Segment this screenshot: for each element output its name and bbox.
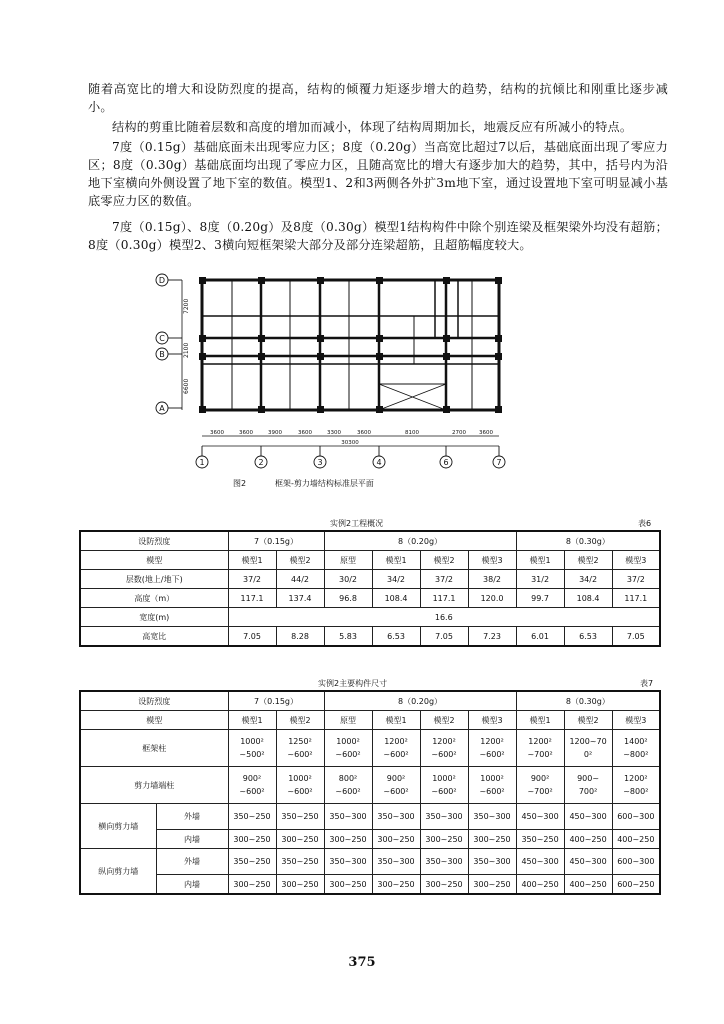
table-cell: 8.28	[276, 627, 324, 647]
horizontal-dim-label: 3300	[327, 430, 341, 436]
axis-number-3: 3	[317, 458, 323, 467]
vertical-dim-labels	[183, 299, 190, 394]
table6-number: 表6	[638, 519, 652, 528]
cell-line: ~600²	[335, 750, 361, 759]
table-cell: 内墙	[156, 875, 228, 895]
table-cell: 8（0.20g）	[324, 531, 516, 551]
column-marks	[199, 277, 502, 413]
cell-line: 1000²	[240, 737, 264, 746]
table-cell: 7.23	[468, 627, 516, 647]
cell-line: ~800²	[623, 750, 649, 759]
table-cell	[372, 767, 420, 804]
table-cell: 原型	[324, 711, 372, 730]
table-cell: 400~250	[564, 875, 612, 895]
table-cell: 7.05	[612, 627, 660, 647]
table-cell: 模型3	[612, 711, 660, 730]
table-cell: 350~300	[468, 804, 516, 830]
table-cell: 117.1	[228, 589, 276, 608]
table-cell: 8（0.30g）	[516, 531, 660, 551]
axis-number-2: 2	[258, 458, 264, 467]
axis-number-markers	[196, 446, 505, 468]
cell-line: ~500²	[239, 750, 265, 759]
table-cell: 117.1	[420, 589, 468, 608]
table-cell: 120.0	[468, 589, 516, 608]
cell-line: 1000²	[336, 737, 360, 746]
table-cell: 350~250	[516, 830, 564, 849]
table-cell: 350~300	[324, 804, 372, 830]
table-cell: 600~300	[612, 804, 660, 830]
cell-line: 1000²	[288, 774, 312, 783]
paragraph-2: 结构的剪重比随着层数和高度的增加而减小，体现了结构周期加长，地震反应有所减小的特点。	[112, 120, 633, 134]
table-cell	[276, 767, 324, 804]
table-6	[79, 530, 661, 647]
table-cell: 外墙	[156, 804, 228, 830]
cell-line: 1200²	[624, 774, 648, 783]
table-cell: 模型2	[276, 711, 324, 730]
table-cell: 7（0.15g）	[228, 691, 324, 711]
page-number: 375	[348, 955, 376, 970]
table-row	[80, 627, 660, 647]
table-cell: 6.53	[372, 627, 420, 647]
table-row	[80, 608, 660, 627]
table-cell	[276, 730, 324, 767]
cell-line: 1250²	[288, 737, 312, 746]
table7-title: 实例2主要构件尺寸	[318, 679, 388, 688]
cell-line: 1200²	[528, 737, 552, 746]
table-cell: 模型	[80, 711, 228, 730]
table-cell: 模型2	[420, 551, 468, 570]
table-cell: 400~250	[516, 875, 564, 895]
table-cell: 350~250	[276, 849, 324, 875]
table-row	[80, 711, 660, 730]
table-cell: 剪力墙端柱	[80, 767, 228, 804]
horizontal-dim-label: 2700	[452, 430, 466, 436]
cell-line: ~600²	[479, 787, 505, 796]
table-row	[80, 730, 660, 767]
table-cell: 16.6	[228, 608, 660, 627]
table6-title: 实例2工程概况	[330, 519, 384, 528]
table-cell: 350~250	[228, 804, 276, 830]
building-outline	[202, 280, 499, 410]
table-cell: 450~300	[564, 849, 612, 875]
table-cell: 44/2	[276, 570, 324, 589]
cell-line: ~600²	[287, 787, 313, 796]
table-cell: 宽度(m)	[80, 608, 228, 627]
table-cell: 31/2	[516, 570, 564, 589]
table-cell	[228, 767, 276, 804]
cell-line: 1400²	[624, 737, 648, 746]
table-cell: 400~250	[564, 830, 612, 849]
table-cell: 300~250	[324, 830, 372, 849]
horizontal-dim-label: 3600	[298, 430, 312, 436]
cell-line: 1000²	[432, 774, 456, 783]
cell-line: 1200²	[432, 737, 456, 746]
table-cell	[468, 767, 516, 804]
cell-line: ~600²	[335, 787, 361, 796]
table-row	[80, 767, 660, 804]
table-cell: 层数(地上/地下)	[80, 570, 228, 589]
table-cell: 纵向剪力墙	[80, 849, 156, 895]
table-cell	[564, 730, 612, 767]
cell-line: 1200~70	[569, 737, 607, 746]
cell-line: ~700²	[527, 750, 553, 759]
table-cell: 450~300	[516, 849, 564, 875]
table7-number: 表7	[640, 679, 654, 688]
axis-letter-a: A	[159, 404, 165, 413]
table-row	[80, 804, 660, 830]
axis-letter-markers	[156, 274, 182, 414]
cell-line: ~600²	[383, 750, 409, 759]
table-cell	[372, 730, 420, 767]
table-cell: 设防烈度	[80, 691, 228, 711]
cell-line: 0²	[583, 750, 593, 759]
table-cell: 350~300	[324, 849, 372, 875]
table-cell	[420, 767, 468, 804]
table-cell: 横向剪力墙	[80, 804, 156, 849]
table-row	[80, 589, 660, 608]
table-cell: 300~250	[372, 875, 420, 895]
table-cell: 6.01	[516, 627, 564, 647]
table-cell: 350~300	[372, 804, 420, 830]
table-cell: 模型2	[420, 711, 468, 730]
table-cell: 350~300	[420, 849, 468, 875]
axis-letter-b: B	[159, 350, 165, 359]
table-row	[80, 849, 660, 875]
table-cell: 内墙	[156, 830, 228, 849]
table-cell: 模型1	[228, 551, 276, 570]
cell-line: 1200²	[384, 737, 408, 746]
table-cell: 模型2	[564, 711, 612, 730]
table-cell: 300~250	[420, 830, 468, 849]
cell-line: 900²	[530, 774, 550, 783]
paragraph-3: 7度（0.15g）基础底面未出现零应力区；8度（0.20g）当高宽比超过7以后，基础底面出现了零应力区；8度（0.30g）基础底面均出现了零应力区，且随高宽比的增大有逐步加大的趋势，其中，括号内为沿地下室横向外侧设置了地下室的数值。模型1、2和3两侧各外扩3m地下室，通过设置地下室可明显减小基底零应力区的数值。	[88, 140, 668, 208]
table-cell: 5.83	[324, 627, 372, 647]
table-cell: 8（0.30g）	[516, 691, 660, 711]
table-row	[80, 691, 660, 711]
table-cell: 模型3	[612, 551, 660, 570]
table-cell: 30/2	[324, 570, 372, 589]
table-cell	[324, 730, 372, 767]
cell-line: ~600²	[431, 787, 457, 796]
horizontal-dim-label: 3600	[357, 430, 371, 436]
table-cell	[324, 767, 372, 804]
horizontal-dim-label: 3600	[210, 430, 224, 436]
cell-line: 1200²	[480, 737, 504, 746]
cell-line: 900²	[242, 774, 262, 783]
table-cell: 300~250	[228, 830, 276, 849]
paragraph-1: 随着高宽比的增大和设防烈度的提高，结构的倾覆力矩逐步增大的趋势，结构的抗倾比和刚重比逐步减小。	[88, 82, 668, 114]
table-cell: 模型1	[516, 711, 564, 730]
horizontal-dim-label: 3600	[479, 430, 493, 436]
table-cell: 450~300	[516, 804, 564, 830]
table-cell: 350~300	[420, 804, 468, 830]
cell-line: ~600²	[431, 750, 457, 759]
table-cell: 6.53	[564, 627, 612, 647]
cell-line: ~600²	[239, 787, 265, 796]
cell-line: 900²	[386, 774, 406, 783]
table-cell	[612, 767, 660, 804]
table-cell: 原型	[324, 551, 372, 570]
table-cell: 7.05	[420, 627, 468, 647]
table-cell: 外墙	[156, 849, 228, 875]
table-cell: 600~300	[612, 849, 660, 875]
cell-line: ~600²	[287, 750, 313, 759]
table-cell: 34/2	[372, 570, 420, 589]
table-cell	[420, 730, 468, 767]
table-cell: 8（0.20g）	[324, 691, 516, 711]
table-cell: 模型3	[468, 711, 516, 730]
cell-line: 900~	[577, 774, 600, 783]
table-row	[80, 531, 660, 551]
table-cell: 模型3	[468, 551, 516, 570]
table-cell: 模型2	[564, 551, 612, 570]
horizontal-dim-labels	[210, 430, 493, 446]
figure-caption-text: 框架-剪力墙结构标准层平面	[275, 479, 374, 488]
floor-plan-figure	[148, 266, 518, 494]
table-cell: 99.7	[516, 589, 564, 608]
table-cell: 300~250	[468, 830, 516, 849]
table-cell: 模型1	[372, 551, 420, 570]
table-row	[80, 551, 660, 570]
cell-line: 1000²	[480, 774, 504, 783]
cell-line: ~600²	[383, 787, 409, 796]
table-cell: 108.4	[372, 589, 420, 608]
table-cell: 模型2	[276, 551, 324, 570]
table-cell	[516, 730, 564, 767]
table-cell: 框架柱	[80, 730, 228, 767]
table-cell	[564, 767, 612, 804]
table-7	[79, 690, 661, 895]
table-cell: 350~250	[228, 849, 276, 875]
table-cell: 300~250	[276, 875, 324, 895]
table-cell: 7.05	[228, 627, 276, 647]
table-row	[80, 830, 660, 849]
cell-line: ~800²	[623, 787, 649, 796]
table-cell: 设防烈度	[80, 531, 228, 551]
table-cell	[612, 730, 660, 767]
table-cell: 300~250	[468, 875, 516, 895]
table-cell: 300~250	[228, 875, 276, 895]
cell-line: 800²	[338, 774, 358, 783]
table-cell: 300~250	[324, 875, 372, 895]
figure-caption-label: 图2	[233, 479, 247, 488]
vertical-dim-label: 6600	[183, 378, 190, 394]
vertical-dim-label: 2100	[183, 342, 190, 358]
horizontal-dim-label: 3600	[239, 430, 253, 436]
table-cell: 137.4	[276, 589, 324, 608]
table-cell	[468, 730, 516, 767]
table-cell: 117.1	[612, 589, 660, 608]
table-cell: 350~300	[468, 849, 516, 875]
table-cell	[516, 767, 564, 804]
table-row	[80, 570, 660, 589]
axis-number-6: 6	[443, 458, 449, 467]
total-dim-label: 30300	[341, 440, 359, 446]
table-cell: 400~250	[612, 830, 660, 849]
table-cell: 模型1	[516, 551, 564, 570]
table-cell: 7（0.15g）	[228, 531, 324, 551]
table-cell: 108.4	[564, 589, 612, 608]
table-cell: 高宽比	[80, 627, 228, 647]
table-cell: 34/2	[564, 570, 612, 589]
cell-line: 700²	[578, 787, 598, 796]
horizontal-dim-label: 3900	[268, 430, 282, 436]
axis-letter-c: C	[159, 334, 165, 343]
axis-number-4: 4	[376, 458, 382, 467]
vertical-dim-label: 7200	[183, 298, 190, 314]
axis-letter-d: D	[158, 276, 166, 285]
table-cell: 350~300	[372, 849, 420, 875]
table-cell: 模型1	[372, 711, 420, 730]
cell-line: ~700²	[527, 787, 553, 796]
paragraph-4: 7度（0.15g）、8度（0.20g）及8度（0.30g）模型1结构构件中除个别连梁及框架梁外均没有超筋；8度（0.30g）模型2、3横向短框架梁大部分及部分连梁超筋，且超筋幅度较大。	[88, 220, 668, 252]
table-cell: 38/2	[468, 570, 516, 589]
table-cell: 96.8	[324, 589, 372, 608]
table-cell: 300~250	[276, 830, 324, 849]
table-cell: 37/2	[228, 570, 276, 589]
table-cell: 模型	[80, 551, 228, 570]
axis-number-1: 1	[199, 458, 205, 467]
horizontal-dim-label: 8100	[405, 430, 419, 436]
table-row	[80, 875, 660, 895]
axis-number-7: 7	[496, 458, 502, 467]
table-cell: 37/2	[612, 570, 660, 589]
table-cell: 600~250	[612, 875, 660, 895]
cell-line: ~600²	[479, 750, 505, 759]
table-cell: 350~250	[276, 804, 324, 830]
table-cell: 37/2	[420, 570, 468, 589]
table-cell: 高度（m）	[80, 589, 228, 608]
table-cell	[228, 730, 276, 767]
table-cell: 300~250	[420, 875, 468, 895]
table-cell: 300~250	[372, 830, 420, 849]
table-cell: 模型1	[228, 711, 276, 730]
table-cell: 450~300	[564, 804, 612, 830]
